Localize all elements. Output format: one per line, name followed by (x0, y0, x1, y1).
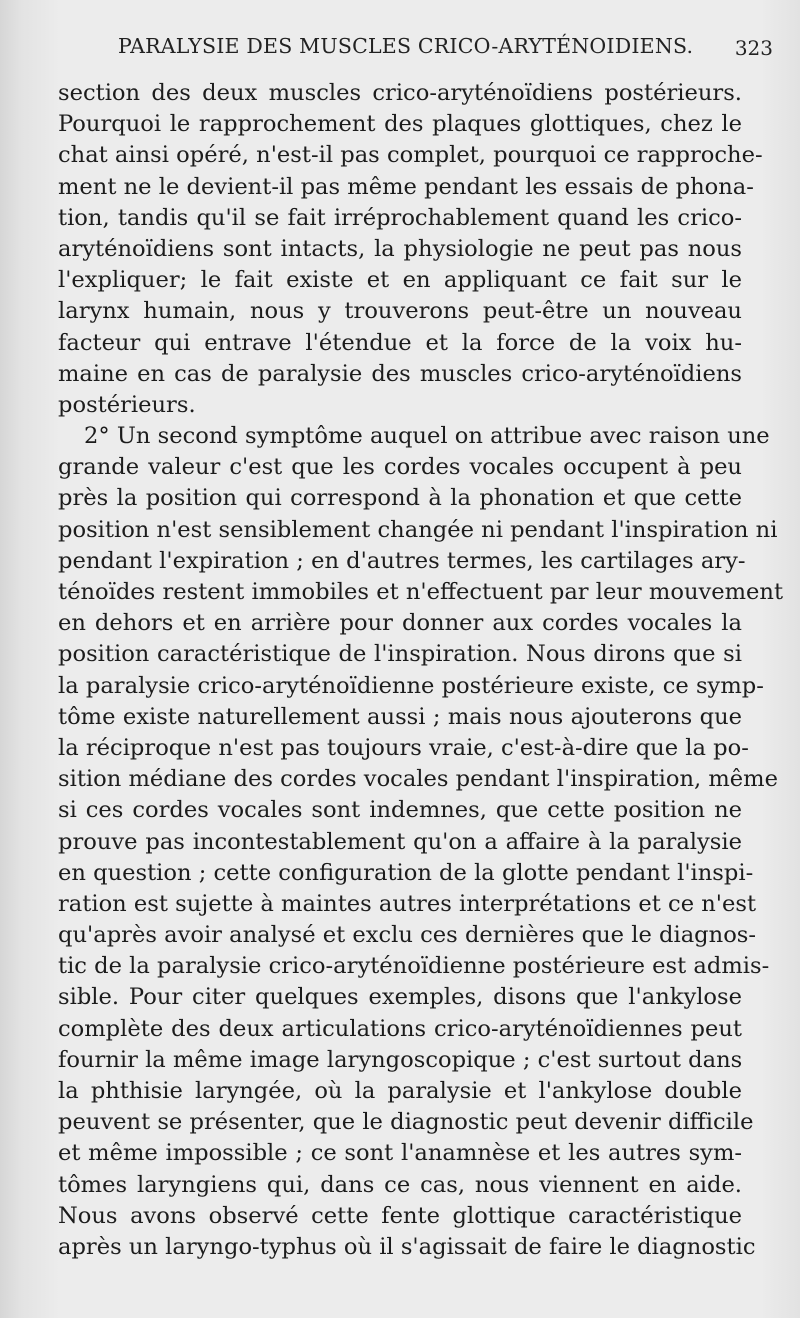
text-line: en question ; cette configuration de la glotte pendant l'inspi- (58, 859, 754, 886)
text-line: sition médiane des cordes vocales pendant l'inspiration, même (58, 766, 778, 793)
text-line: larynx humain, nous y trouverons peut-être un nouveau (58, 298, 742, 325)
text-line: tic de la paralysie crico-aryténoïdienne postérieure est admis- (58, 953, 770, 980)
text-line: postérieurs. (58, 391, 196, 418)
running-title: PARALYSIE DES MUSCLES CRICO-ARYTÉNOIDIENS. (118, 34, 694, 58)
text-line: la réciproque n'est pas toujours vraie, c'est-à-dire que la po- (58, 734, 749, 761)
text-line: l'expliquer; le fait existe et en appliquant ce fait sur le (58, 267, 742, 294)
text-line: la paralysie crico-aryténoïdienne postérieure existe, ce symp- (58, 672, 764, 699)
text-line: chat ainsi opéré, n'est-il pas complet, pourquoi ce rapproche- (58, 142, 763, 169)
text-line: tômes laryngiens qui, dans ce cas, nous viennent en aide. (58, 1171, 742, 1198)
text-line: sible. Pour citer quelques exemples, disons que l'ankylose (58, 984, 742, 1011)
text-line: complète des deux articulations crico-aryténoïdiennes peut (58, 1015, 742, 1042)
body-text (58, 78, 784, 1263)
text-line: ration est sujette à maintes autres interprétations et ce n'est (58, 890, 757, 917)
text-line: si ces cordes vocales sont indemnes, que cette position ne (58, 797, 742, 824)
text-line: après un laryngo-typhus où il s'agissait de faire le diagnostic (58, 1233, 756, 1260)
text-line: tion, tandis qu'il se fait irréprochablement quand les crico- (58, 204, 742, 231)
text-line: section des deux muscles crico-aryténoïdiens postérieurs. (58, 80, 742, 106)
text-line: qu'après avoir analysé et exclu ces dernières que le diagnos- (58, 922, 757, 949)
text-line: tôme existe naturellement aussi ; mais nous ajouterons que (58, 703, 742, 730)
page-header (118, 34, 773, 74)
text-line: fournir la même image laryngoscopique ; c'est surtout dans (58, 1046, 743, 1073)
text-line: peuvent se présenter, que le diagnostic peut devenir difficile (58, 1109, 754, 1136)
text-line: position caractéristique de l'inspiration. Nous dirons que si (58, 641, 742, 668)
text-line: pendant l'expiration ; en d'autres termes, les cartilages ary- (58, 547, 746, 574)
text-line: aryténoïdiens sont intacts, la physiologie ne peut pas nous (58, 235, 742, 262)
text-line: Nous avons observé cette fente glottique caractéristique (58, 1202, 742, 1229)
text-line: Pourquoi le rapprochement des plaques glottiques, chez le (58, 111, 742, 138)
text-line: prouve pas incontestablement qu'on a affaire à la paralysie (58, 828, 742, 855)
page-number: 323 (734, 36, 773, 60)
text-line: facteur qui entrave l'étendue et la force de la voix hu- (58, 329, 742, 356)
text-line: position n'est sensiblement changée ni pendant l'inspiration ni (58, 516, 778, 543)
text-line: près la position qui correspond à la phonation et que cette (58, 485, 742, 512)
text-line: grande valeur c'est que les cordes vocales occupent à peu (58, 454, 742, 481)
text-line: en dehors et en arrière pour donner aux cordes vocales la (58, 610, 742, 637)
text-line: ment ne le devient-il pas même pendant les essais de phona- (58, 173, 754, 200)
text-line: et même impossible ; ce sont l'anamnèse et les autres sym- (58, 1140, 742, 1167)
text-line: ténoïdes restent immobiles et n'effectuent par leur mouvement (58, 579, 784, 605)
text-line: la phthisie laryngée, où la paralysie et l'ankylose double (58, 1078, 742, 1104)
text-line: maine en cas de paralysie des muscles crico-aryténoïdiens (58, 360, 742, 387)
text-line: 2° Un second symptôme auquel on attribue avec raison une (84, 423, 770, 450)
